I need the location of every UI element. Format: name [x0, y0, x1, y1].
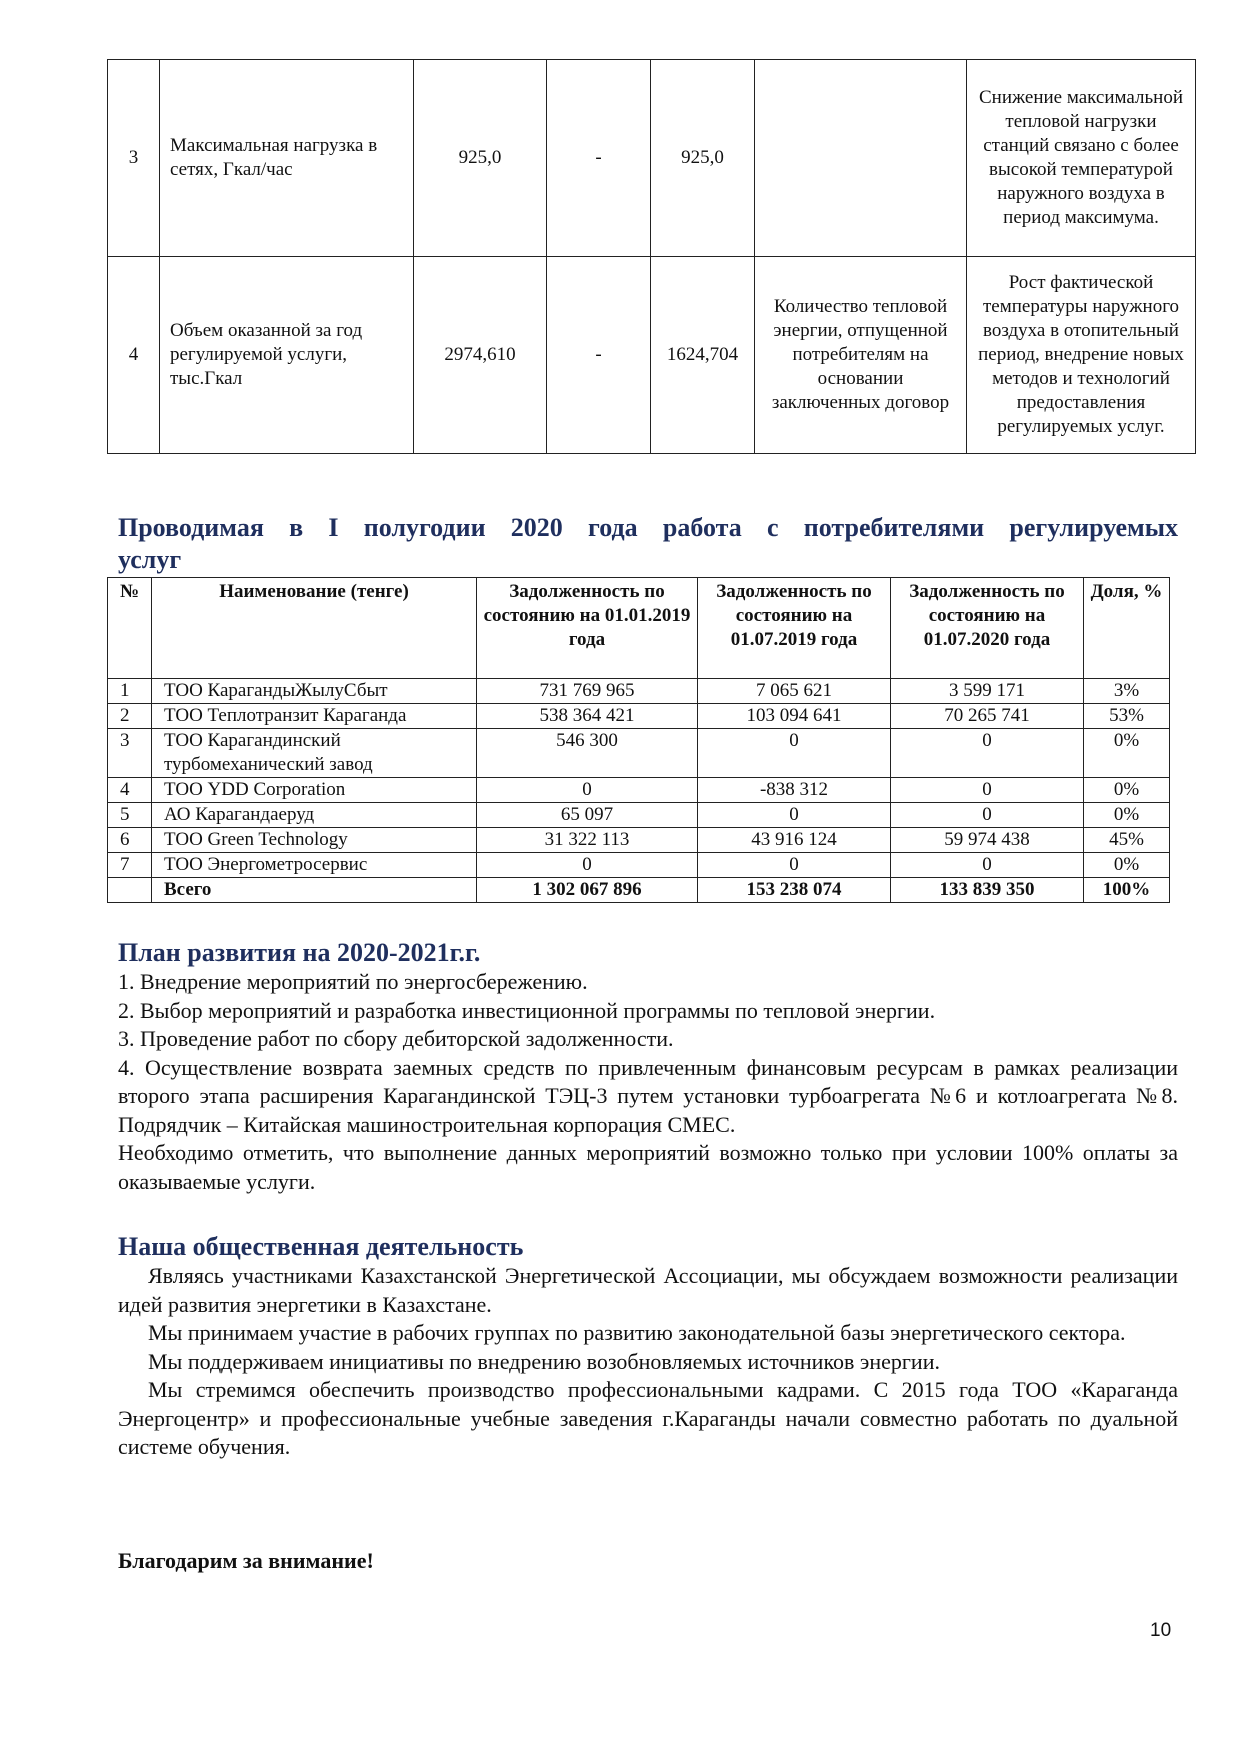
table-row	[108, 704, 1170, 729]
cell-debt-2019-01: 546 300	[477, 729, 698, 778]
cell-total-2019-07: 153 238 074	[698, 878, 891, 903]
row-name: Объем оказанной за год регулируемой услуги, тыс.Гкал	[160, 257, 414, 454]
cell-total-share: 100%	[1084, 878, 1170, 903]
cell-number: 4	[108, 778, 152, 803]
header-share: Доля, %	[1084, 578, 1170, 679]
cell-total-label: Всего	[152, 878, 477, 903]
table-row	[108, 828, 1170, 853]
cell-share: 0%	[1084, 853, 1170, 878]
cell-debt-2020-07: 0	[891, 778, 1084, 803]
social-text	[118, 1262, 1178, 1462]
cell-share: 0%	[1084, 729, 1170, 778]
row-note-1: Количество тепловой энергии, отпущенной потребителям на основании заключенных договор	[755, 257, 967, 454]
cell-number	[108, 878, 152, 903]
row-number: 3	[108, 60, 160, 257]
results-table	[107, 59, 1196, 454]
cell-number: 1	[108, 679, 152, 704]
cell-name: ТОО YDD Corporation	[152, 778, 477, 803]
cell-debt-2020-07: 59 974 438	[891, 828, 1084, 853]
debt-section-heading: Проводимая в I полугодии 2020 года работа с потребителями регулируемых	[118, 513, 1178, 542]
paragraph: Мы стремимся обеспечить производство профессиональными кадрами. С 2015 года ТОО «Караганда Энергоцентр» и профессиональные учебные заведения г.Караганды начали совместно работать по дуальной системе обучения.	[118, 1377, 1178, 1459]
cell-debt-2019-01: 0	[477, 853, 698, 878]
cell-number: 5	[108, 803, 152, 828]
cell-debt-2019-07: 103 094 641	[698, 704, 891, 729]
table-row	[108, 853, 1170, 878]
debt-table	[107, 577, 1170, 903]
cell-name: ТОО КарагандыЖылуСбыт	[152, 679, 477, 704]
plan-note: Необходимо отметить, что выполнение данных мероприятий возможно только при условии 100% оплаты за оказываемые услуги.	[118, 1140, 1178, 1194]
cell-debt-2020-07: 3 599 171	[891, 679, 1084, 704]
list-item: 1. Внедрение мероприятий по энергосбережению.	[118, 969, 588, 994]
row-value-2: -	[547, 257, 651, 454]
cell-debt-2019-01: 0	[477, 778, 698, 803]
cell-total-2020-07: 133 839 350	[891, 878, 1084, 903]
list-item: 2. Выбор мероприятий и разработка инвестиционной программы по тепловой энергии.	[118, 997, 936, 1023]
page-number: 10	[1150, 1620, 1172, 1641]
row-note-2: Снижение максимальной тепловой нагрузки станций связано с более высокой температурой наружного воздуха в период максимума.	[967, 60, 1196, 257]
cell-debt-2020-07: 0	[891, 853, 1084, 878]
paragraph: Мы принимаем участие в рабочих группах по развитию законодательной базы энергетического сектора.	[148, 1320, 1126, 1345]
cell-total-2019-01: 1 302 067 896	[477, 878, 698, 903]
header-debt-2020-07: Задолженность по состоянию на 01.07.2020 года	[891, 578, 1084, 679]
table-row	[108, 679, 1170, 704]
cell-debt-2019-01: 538 364 421	[477, 704, 698, 729]
table-header-row	[108, 578, 1170, 679]
list-item: 3. Проведение работ по сбору дебиторской задолженности.	[118, 1026, 674, 1051]
row-value-3: 1624,704	[651, 257, 755, 454]
paragraph: Являясь участниками Казахстанской Энергетической Ассоциации, мы обсуждаем возможности реализации идей развития энергетики в Казахстане.	[118, 1263, 1178, 1317]
cell-share: 0%	[1084, 803, 1170, 828]
cell-debt-2019-01: 31 322 113	[477, 828, 698, 853]
header-debt-2019-07: Задолженность по состоянию на 01.07.2019 года	[698, 578, 891, 679]
cell-debt-2019-07: -838 312	[698, 778, 891, 803]
debt-section-heading-continued: услуг	[118, 545, 182, 574]
header-name: Наименование (тенге)	[152, 578, 477, 679]
cell-debt-2019-07: 43 916 124	[698, 828, 891, 853]
cell-name: АО Карагандаеруд	[152, 803, 477, 828]
cell-name: ТОО Энергометросервис	[152, 853, 477, 878]
cell-share: 3%	[1084, 679, 1170, 704]
cell-name: ТОО Теплотранзит Караганда	[152, 704, 477, 729]
cell-debt-2020-07: 0	[891, 803, 1084, 828]
cell-share: 0%	[1084, 778, 1170, 803]
table-row	[108, 778, 1170, 803]
cell-share: 53%	[1084, 704, 1170, 729]
row-value-1: 2974,610	[414, 257, 547, 454]
row-note-1	[755, 60, 967, 257]
table-row	[108, 803, 1170, 828]
row-value-3: 925,0	[651, 60, 755, 257]
table-row	[108, 257, 1196, 454]
social-heading: Наша общественная деятельность	[118, 1232, 524, 1261]
cell-debt-2019-07: 0	[698, 853, 891, 878]
cell-debt-2020-07: 0	[891, 729, 1084, 778]
row-value-1: 925,0	[414, 60, 547, 257]
table-row	[108, 729, 1170, 778]
plan-heading: План развития на 2020-2021г.г.	[118, 938, 481, 967]
cell-number: 3	[108, 729, 152, 778]
header-number: №	[108, 578, 152, 679]
paragraph: Мы поддерживаем инициативы по внедрению возобновляемых источников энергии.	[148, 1348, 940, 1374]
closing-text: Благодарим за внимание!	[118, 1548, 374, 1573]
cell-debt-2019-01: 731 769 965	[477, 679, 698, 704]
table-total-row	[108, 878, 1170, 903]
cell-debt-2019-07: 0	[698, 729, 891, 778]
cell-debt-2020-07: 70 265 741	[891, 704, 1084, 729]
plan-list	[118, 968, 1178, 1196]
cell-name: ТОО Green Technology	[152, 828, 477, 853]
table-row	[108, 60, 1196, 257]
cell-number: 7	[108, 853, 152, 878]
list-item: 4. Осуществление возврата заемных средств по привлеченным финансовым ресурсам в рамках реализации второго этапа расширения Карагандинской ТЭЦ-3 путем установки турбоагрегата №6 и котлоагрегата №8. Подрядчик – Китайская машиностроительная корпорация CMEC.	[118, 1054, 1178, 1137]
header-debt-2019-01: Задолженность по состоянию на 01.01.2019 года	[477, 578, 698, 679]
row-name: Максимальная нагрузка в сетях, Гкал/час	[160, 60, 414, 257]
cell-share: 45%	[1084, 828, 1170, 853]
cell-number: 2	[108, 704, 152, 729]
row-number: 4	[108, 257, 160, 454]
row-note-2: Рост фактической температуры наружного воздуха в отопительный период, внедрение новых методов и технологий предоставления регулируемых услуг.	[967, 257, 1196, 454]
row-value-2: -	[547, 60, 651, 257]
cell-name: ТОО Карагандинский турбомеханический завод	[152, 729, 477, 778]
cell-number: 6	[108, 828, 152, 853]
cell-debt-2019-07: 0	[698, 803, 891, 828]
cell-debt-2019-07: 7 065 621	[698, 679, 891, 704]
cell-debt-2019-01: 65 097	[477, 803, 698, 828]
